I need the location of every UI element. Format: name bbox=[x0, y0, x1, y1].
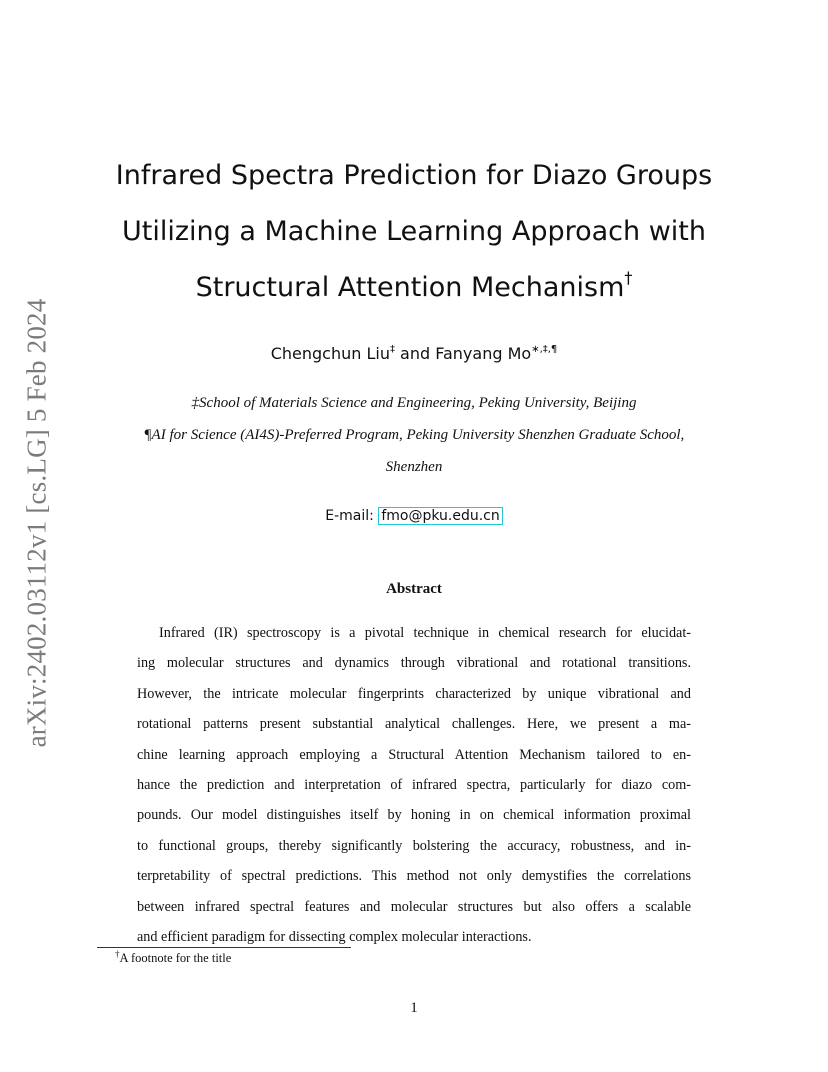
abstract-line: Infrared (IR) spectroscopy is a pivotal technique in chemical research for elucidat- bbox=[159, 625, 691, 641]
footnote-divider bbox=[97, 947, 351, 948]
arxiv-identifier: arXiv:2402.03112v1 [cs.LG] 5 Feb 2024 bbox=[21, 298, 52, 748]
contact-email bbox=[0, 504, 828, 528]
author-name: Fanyang Mo bbox=[435, 344, 532, 363]
abstract-line: pounds. Our model distinguishes itself by honing in on chemical information proximal bbox=[137, 807, 691, 824]
abstract-line: chine learning approach employing a Structural Attention Mechanism tailored to en- bbox=[137, 746, 691, 763]
page-number: 1 bbox=[410, 1000, 418, 1016]
affiliation-line: ‡School of Materials Science and Engineering, Peking University, Beijing bbox=[191, 395, 637, 411]
abstract-body bbox=[137, 618, 691, 952]
email-label: E-mail: bbox=[325, 508, 379, 524]
title-line-3-text: Structural Attention Mechanism bbox=[195, 272, 625, 303]
author-name: Chengchun Liu bbox=[270, 344, 390, 363]
abstract-heading: Abstract bbox=[386, 581, 442, 597]
title-footnote bbox=[115, 949, 231, 967]
author-affiliation-mark: ‡ bbox=[389, 344, 395, 355]
abstract-line: rotational patterns present substantial analytical challenges. Here, we present a ma- bbox=[137, 716, 691, 733]
author-list bbox=[0, 340, 828, 368]
abstract-line: terpretability of spectral predictions. This method not only demystifies the correlations bbox=[137, 868, 691, 885]
abstract-line: to functional groups, thereby significantly bolstering the accuracy, robustness, and in- bbox=[137, 837, 691, 854]
footnote-text: A footnote for the title bbox=[119, 951, 232, 965]
affiliation-line: ¶AI for Science (AI4S)-Preferred Program, Peking University Shenzhen Graduate School, bbox=[143, 427, 685, 443]
author-conjunction: and bbox=[394, 344, 436, 363]
email-link[interactable]: fmo@pku.edu.cn bbox=[378, 507, 502, 525]
title-footnote-mark: † bbox=[624, 268, 633, 287]
abstract-line: ing molecular structures and dynamics through vibrational and rotational transitions. bbox=[137, 655, 691, 672]
paper-title bbox=[0, 148, 828, 316]
author-affiliation-mark: ∗,‡,¶ bbox=[531, 344, 558, 355]
abstract-line: However, the intricate molecular fingerprints characterized by unique vibrational and bbox=[137, 685, 691, 702]
footnote-mark: † bbox=[115, 949, 120, 959]
title-line-2: Utilizing a Machine Learning Approach with bbox=[121, 216, 707, 247]
affiliation-line: Shenzhen bbox=[385, 459, 443, 475]
abstract-line: between infrared spectral features and molecular structures but also offers a scalable bbox=[137, 898, 691, 915]
abstract-line: hance the prediction and interpretation of infrared spectra, particularly for diazo com- bbox=[137, 776, 691, 793]
title-line-3 bbox=[0, 260, 828, 316]
abstract-line: and efficient paradigm for dissecting complex molecular interactions. bbox=[137, 928, 532, 945]
title-line-1: Infrared Spectra Prediction for Diazo Groups bbox=[115, 160, 713, 191]
